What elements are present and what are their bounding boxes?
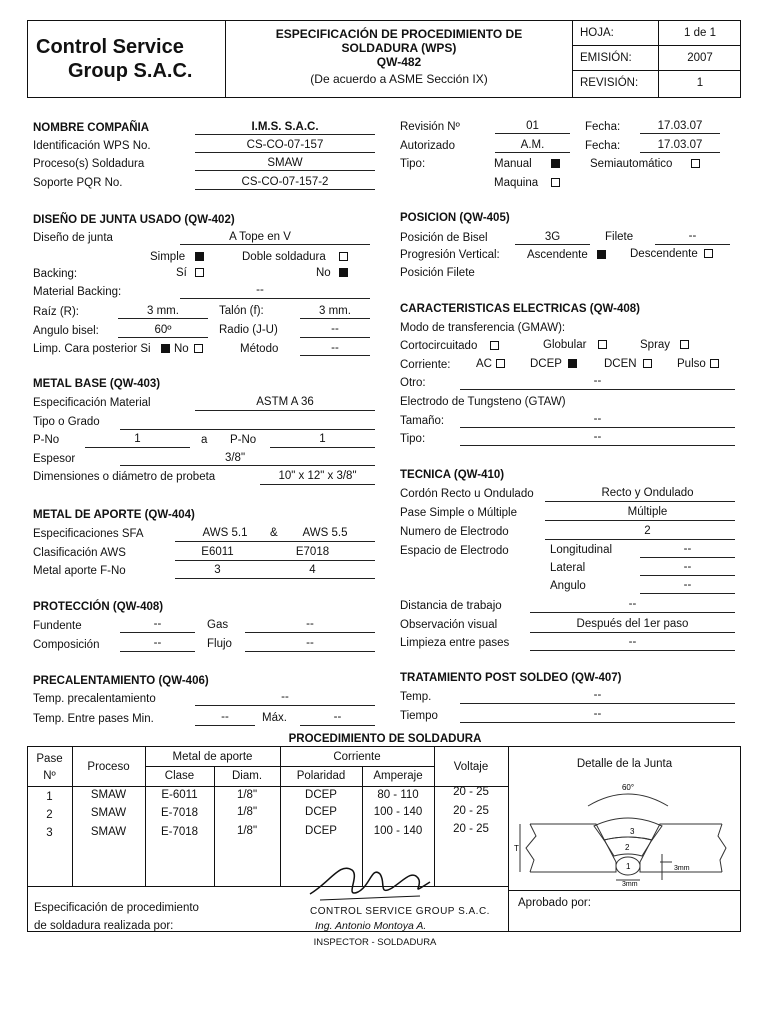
angle-arc [588, 794, 668, 806]
dcep-checkbox[interactable] [568, 359, 577, 368]
wps-label: Identificación WPS No. [33, 140, 151, 152]
row2-amp: 100 - 140 [373, 806, 423, 818]
backing-no-label: No [316, 267, 331, 279]
comp-label: Composición [33, 639, 100, 651]
h-corriente: Corriente [333, 751, 381, 763]
diagram-root: 3mm [674, 865, 690, 872]
doc-title-4: (De acuerdo a ASME Sección IX) [310, 72, 488, 86]
h-diam: Diam. [231, 770, 263, 782]
h-no: Nº [43, 770, 56, 782]
raiz-line [118, 318, 208, 319]
row3-proceso: SMAW [90, 826, 127, 838]
pase-line [545, 520, 735, 521]
pulso-label: Pulso [677, 358, 706, 370]
precal-title: PRECALENTAMIENTO (QW-406) [33, 675, 209, 687]
aws-line [175, 560, 375, 561]
joint-detail-diagram [512, 776, 737, 886]
pqr-value: CS-CO-07-157-2 [241, 176, 329, 188]
glob-label: Globular [543, 339, 587, 351]
pqr-line [195, 189, 375, 190]
glob-checkbox[interactable] [598, 340, 607, 349]
filete-line [655, 244, 730, 245]
ang-line [640, 593, 735, 594]
post-tiempo-value: -- [593, 708, 602, 720]
electricas-title: CARACTERISTICAS ELECTRICAS (QW-408) [400, 303, 641, 315]
fecha1-line [640, 133, 720, 134]
tipo-grado-line [120, 429, 375, 430]
raiz-value: 3 mm. [147, 305, 179, 317]
proteccion-title: PROTECCIÓN (QW-408) [33, 601, 164, 613]
cordon-line [545, 501, 735, 502]
bisel-value: 3G [544, 231, 561, 243]
dim-line [260, 484, 375, 485]
obs-line [530, 632, 735, 633]
obs-label: Observación visual [400, 619, 498, 631]
max-value: -- [333, 711, 342, 723]
root-dim [660, 854, 672, 880]
row1-amp: 80 - 110 [377, 789, 419, 801]
proceso-line [195, 170, 375, 171]
fecha2-line [640, 152, 720, 153]
corto-label: Cortocircuitado [400, 340, 478, 352]
tecnica-title: TECNICA (QW-410) [400, 469, 505, 481]
tipo-elec-line [460, 445, 735, 446]
pno2-value: 1 [319, 433, 326, 445]
row3-pase: 3 [46, 827, 53, 839]
hoja-value: 1 de 1 [684, 27, 716, 39]
row3-clase: E-7018 [160, 826, 199, 838]
dist-line [530, 612, 735, 613]
corriente-label: Corriente: [400, 359, 451, 371]
tipo-label: Tipo: [400, 158, 426, 170]
sfa-amp: & [270, 527, 278, 539]
talon-value: 3 mm. [319, 305, 351, 317]
espec-mat-label: Especificación Material [33, 397, 151, 409]
stamp-name: Ing. Antonio Montoya A. [315, 920, 427, 932]
pno-line [85, 447, 190, 448]
espacio-label: Espacio de Electrodo [400, 545, 509, 557]
simple-label: Simple [150, 251, 186, 263]
lat-label: Lateral [550, 562, 586, 574]
row2-volt: 20 - 25 [453, 805, 489, 817]
maquina-label: Maquina [494, 177, 539, 189]
ang-value: -- [683, 579, 692, 591]
diagram-angle: 60° [621, 783, 635, 792]
angulo-line [118, 337, 208, 338]
pno-value: 1 [134, 433, 141, 445]
aws1-value: E6011 [201, 546, 234, 558]
header-divider-2 [572, 20, 573, 98]
angulo-value: 60º [154, 324, 172, 336]
otro-value: -- [593, 375, 602, 387]
doc-title-1: ESPECIFICACIÓN DE PROCEDIMIENTO DE [275, 27, 523, 41]
h-voltaje: Voltaje [453, 761, 489, 773]
max-label: Máx. [262, 712, 287, 724]
fundente-line [120, 632, 195, 633]
proc-hline-sub [145, 766, 434, 767]
lat-line [640, 575, 735, 576]
fecha2-label: Fecha: [585, 140, 621, 152]
radio-value: -- [331, 323, 339, 335]
sfa2-value: AWS 5.5 [302, 527, 348, 539]
entre-value: -- [221, 711, 229, 723]
diagram-t: T [514, 844, 519, 853]
long-value: -- [683, 543, 692, 555]
temp-precal-line [195, 705, 375, 706]
break-right [718, 824, 726, 872]
post-temp-label: Temp. [400, 691, 432, 703]
a-label: a [201, 434, 208, 446]
material-backing-line [180, 298, 370, 299]
row3-diam: 1/8" [236, 825, 258, 837]
aws-label: Clasificación AWS [33, 547, 126, 559]
header-hline-2 [572, 70, 741, 71]
break-left [526, 824, 536, 872]
emision-value: 2007 [687, 52, 713, 64]
pno-label: P-No [33, 434, 60, 446]
post-title: TRATAMIENTO POST SOLDEO (QW-407) [400, 672, 622, 684]
row3-volt: 20 - 25 [453, 823, 489, 835]
diseno-value: A Tope en V [229, 231, 291, 243]
proceso-label: Proceso(s) Soldadura [33, 158, 145, 170]
ang-label: Angulo [550, 580, 586, 592]
company-logo-line1: Control Service [36, 36, 184, 58]
temp-precal-label: Temp. precalentamiento [33, 693, 156, 705]
maquina-checkbox[interactable] [551, 178, 560, 187]
espec-realizada-2: de soldadura realizada por: [34, 920, 174, 932]
autorizado-value: A.M. [520, 139, 545, 151]
dist-value: -- [628, 598, 637, 610]
backing-label: Backing: [33, 268, 78, 280]
revnum-line [495, 133, 570, 134]
diseno-label: Diseño de junta [33, 232, 113, 244]
prog-label: Progresión Vertical: [400, 249, 500, 261]
doble-label: Doble soldadura [242, 251, 326, 263]
doc-title-2: SOLDADURA (WPS) [341, 41, 457, 55]
dcen-checkbox[interactable] [643, 359, 652, 368]
wps-line [195, 152, 375, 153]
desc-checkbox[interactable] [704, 249, 713, 258]
metalbase-title: METAL BASE (QW-403) [33, 378, 161, 390]
numero-value: 2 [644, 525, 651, 537]
h-pase: Pase [36, 753, 63, 765]
spray-checkbox[interactable] [680, 340, 689, 349]
backing-si-label: Sí [176, 267, 187, 279]
row1-volt: 20 - 25 [453, 786, 489, 798]
gas-label: Gas [207, 619, 229, 631]
fecha1-label: Fecha: [585, 121, 621, 133]
manual-label: Manual [494, 158, 532, 170]
pno2-label: P-No [230, 434, 257, 446]
wps-value: CS-CO-07-157 [246, 139, 324, 151]
autorizado-line [495, 152, 570, 153]
stamp-role: INSPECTOR - SOLDADURA [313, 937, 437, 948]
raiz-label: Raíz (R): [33, 306, 79, 318]
row2-clase: E-7018 [160, 807, 199, 819]
row1-diam: 1/8" [236, 789, 258, 801]
material-backing-value: -- [256, 284, 264, 296]
nombre-line [195, 134, 375, 135]
signature [300, 852, 440, 912]
comp-line [120, 651, 195, 652]
material-backing-label: Material Backing: [33, 286, 122, 298]
proceso-value: SMAW [267, 157, 303, 169]
limp-si-checkbox[interactable] [161, 344, 170, 353]
modo-label: Modo de transferencia (GMAW): [400, 322, 566, 334]
spray-label: Spray [640, 339, 671, 351]
otro-line [460, 389, 735, 390]
cordon-value: Recto y Ondulado [601, 487, 694, 499]
tipo-elec-label: Tipo: [400, 433, 426, 445]
header-hline-1 [572, 45, 741, 46]
autorizado-label: Autorizado [400, 140, 455, 152]
desc-label: Descendente [630, 248, 698, 260]
limp-label: Limp. Cara posterior Si [33, 343, 151, 355]
doc-title-3: QW-482 [376, 55, 422, 69]
entre-label: Temp. Entre pases Min. [33, 713, 154, 725]
revision-label: REVISIÓN: [580, 77, 639, 89]
doble-checkbox[interactable] [339, 252, 348, 261]
fundente-value: -- [153, 618, 162, 630]
posfilete-label: Posición Filete [400, 267, 475, 279]
cordon-label: Cordón Recto u Ondulado [400, 488, 534, 500]
limp-pases-line [530, 650, 735, 651]
aporte-title: METAL DE APORTE (QW-404) [33, 509, 195, 521]
row2-diam: 1/8" [236, 806, 258, 818]
fecha1-value: 17.03.07 [657, 120, 703, 132]
long-label: Longitudinal [550, 544, 613, 556]
comp-value: -- [153, 637, 162, 649]
espesor-value: 3/8" [224, 452, 246, 464]
company-logo-line2: Group S.A.C. [68, 60, 193, 82]
filete-label: Filete [605, 231, 634, 243]
gas-value: -- [306, 618, 314, 630]
tamano-line [460, 427, 735, 428]
post-temp-line [460, 703, 735, 704]
corto-checkbox[interactable] [490, 341, 499, 350]
post-tiempo-label: Tiempo [400, 710, 438, 722]
revnum-value: 01 [526, 120, 539, 132]
asc-label: Ascendente [527, 249, 588, 261]
tamano-value: -- [593, 413, 602, 425]
tung-label: Electrodo de Tungsteno (GTAW) [400, 396, 566, 408]
max-line [300, 725, 375, 726]
filete-value: -- [688, 230, 697, 242]
diagram-pass1: 1 [626, 862, 631, 871]
dcen-label: DCEN [604, 358, 637, 370]
post-tiempo-line [460, 722, 735, 723]
obs-value: Después del 1er paso [576, 618, 689, 630]
aprobado-label: Aprobado por: [518, 897, 591, 909]
h-amperaje: Amperaje [373, 770, 423, 782]
entre-line [195, 725, 255, 726]
ac-label: AC [476, 358, 492, 370]
sfa-label: Especificaciones SFA [33, 528, 144, 540]
espec-mat-line [195, 410, 375, 411]
row3-pol: DCEP [305, 825, 337, 837]
diagram-pass3: 3 [630, 827, 635, 836]
nombre-value: I.M.S. S.A.C. [251, 121, 319, 133]
radio-line [300, 337, 370, 338]
sfa1-value: AWS 5.1 [202, 527, 248, 539]
diagram-pass2: 2 [625, 843, 630, 852]
talon-line [300, 318, 370, 319]
long-line [640, 557, 735, 558]
posicion-title: POSICION (QW-405) [400, 212, 510, 224]
gas-line [245, 632, 375, 633]
lat-value: -- [683, 561, 692, 573]
pno2-line [270, 447, 375, 448]
otro-label: Otro: [400, 377, 426, 389]
espesor-label: Espesor [33, 453, 76, 465]
junta-title: DISEÑO DE JUNTA USADO (QW-402) [33, 214, 235, 226]
stamp-company: CONTROL SERVICE GROUP S.A.C. [310, 906, 490, 917]
pqr-label: Soporte PQR No. [33, 177, 123, 189]
h-detalle: Detalle de la Junta [576, 758, 673, 770]
emision-label: EMISIÓN: [580, 52, 632, 64]
row2-pol: DCEP [305, 806, 337, 818]
procedimiento-title: PROCEDIMIENTO DE SOLDADURA [288, 733, 482, 745]
temp-precal-value: -- [281, 691, 289, 703]
h-proceso: Proceso [87, 761, 130, 773]
numero-line [545, 539, 735, 540]
revnum-label: Revisión Nº [400, 121, 460, 133]
diseno-line [180, 244, 370, 245]
flujo-line [245, 651, 375, 652]
dist-label: Distancia de trabajo [400, 600, 502, 612]
tipo-grado-label: Tipo o Grado [33, 416, 100, 428]
proc-vline-volt [508, 746, 509, 932]
h-metal: Metal de aporte [172, 751, 253, 763]
pase-label: Pase Simple o Múltiple [400, 507, 517, 519]
dim-value: 10" x 12" x 3/8" [278, 470, 357, 482]
numero-label: Numero de Electrodo [400, 526, 509, 538]
semi-label: Semiautomático [590, 158, 673, 170]
espec-realizada-1: Especificación de procedimiento [34, 902, 199, 914]
h-clase: Clase [164, 770, 195, 782]
ac-checkbox[interactable] [496, 359, 505, 368]
manual-checkbox[interactable] [551, 159, 560, 168]
proc-hline-foot-right [508, 890, 741, 891]
sfa-line [175, 541, 375, 542]
bisel-label: Posición de Bisel [400, 232, 488, 244]
metodo-label: Método [240, 343, 279, 355]
row3-amp: 100 - 140 [373, 825, 423, 837]
dcep-label: DCEP [530, 358, 562, 370]
radio-label: Radio (J-U) [219, 324, 278, 336]
tamano-label: Tamaño: [400, 415, 445, 427]
row2-proceso: SMAW [90, 807, 127, 819]
pase-value: Múltiple [627, 506, 668, 518]
pulso-checkbox[interactable] [710, 359, 719, 368]
row2-pase: 2 [46, 809, 53, 821]
post-temp-value: -- [593, 689, 602, 701]
flujo-label: Flujo [207, 638, 232, 650]
simple-checkbox[interactable] [195, 252, 204, 261]
espesor-line [120, 465, 375, 466]
fno1-value: 3 [214, 564, 221, 576]
limp-no-checkbox[interactable] [194, 344, 203, 353]
limp-pases-label: Limpieza entre pases [400, 637, 510, 649]
semi-checkbox[interactable] [691, 159, 700, 168]
h-polaridad: Polaridad [296, 770, 346, 782]
dim-label: Dimensiones o diámetro de probeta [33, 471, 216, 483]
row1-clase: E-6011 [161, 789, 198, 801]
flujo-value: -- [306, 637, 314, 649]
fno-line [175, 578, 375, 579]
diagram-bottom: 3mm [622, 881, 638, 886]
fno2-value: 4 [309, 564, 316, 576]
asc-checkbox[interactable] [597, 250, 606, 259]
nombre-label: NOMBRE COMPAÑIA [33, 122, 150, 134]
angulo-label: Angulo bisel: [33, 325, 99, 337]
backing-si-checkbox[interactable] [195, 268, 204, 277]
limp-no-label: No [174, 343, 189, 355]
hoja-label: HOJA: [580, 27, 614, 39]
metodo-value: -- [331, 342, 339, 354]
row1-pol: DCEP [305, 789, 337, 801]
row1-proceso: SMAW [90, 789, 127, 801]
left-plate [530, 824, 616, 872]
fundente-label: Fundente [33, 620, 82, 632]
row1-pase: 1 [46, 791, 53, 803]
header-divider-3 [658, 20, 659, 98]
tipo-elec-value: -- [593, 431, 602, 443]
revision-value: 1 [696, 77, 704, 89]
aws2-value: E7018 [295, 546, 330, 558]
limp-pases-value: -- [628, 636, 637, 648]
bisel-line [515, 244, 590, 245]
fecha2-value: 17.03.07 [657, 139, 703, 151]
talon-label: Talón (f): [219, 305, 264, 317]
fno-label: Metal aporte F-No [33, 565, 126, 577]
metodo-line [300, 355, 370, 356]
espec-mat-value: ASTM A 36 [256, 396, 314, 408]
backing-no-checkbox[interactable] [339, 268, 348, 277]
